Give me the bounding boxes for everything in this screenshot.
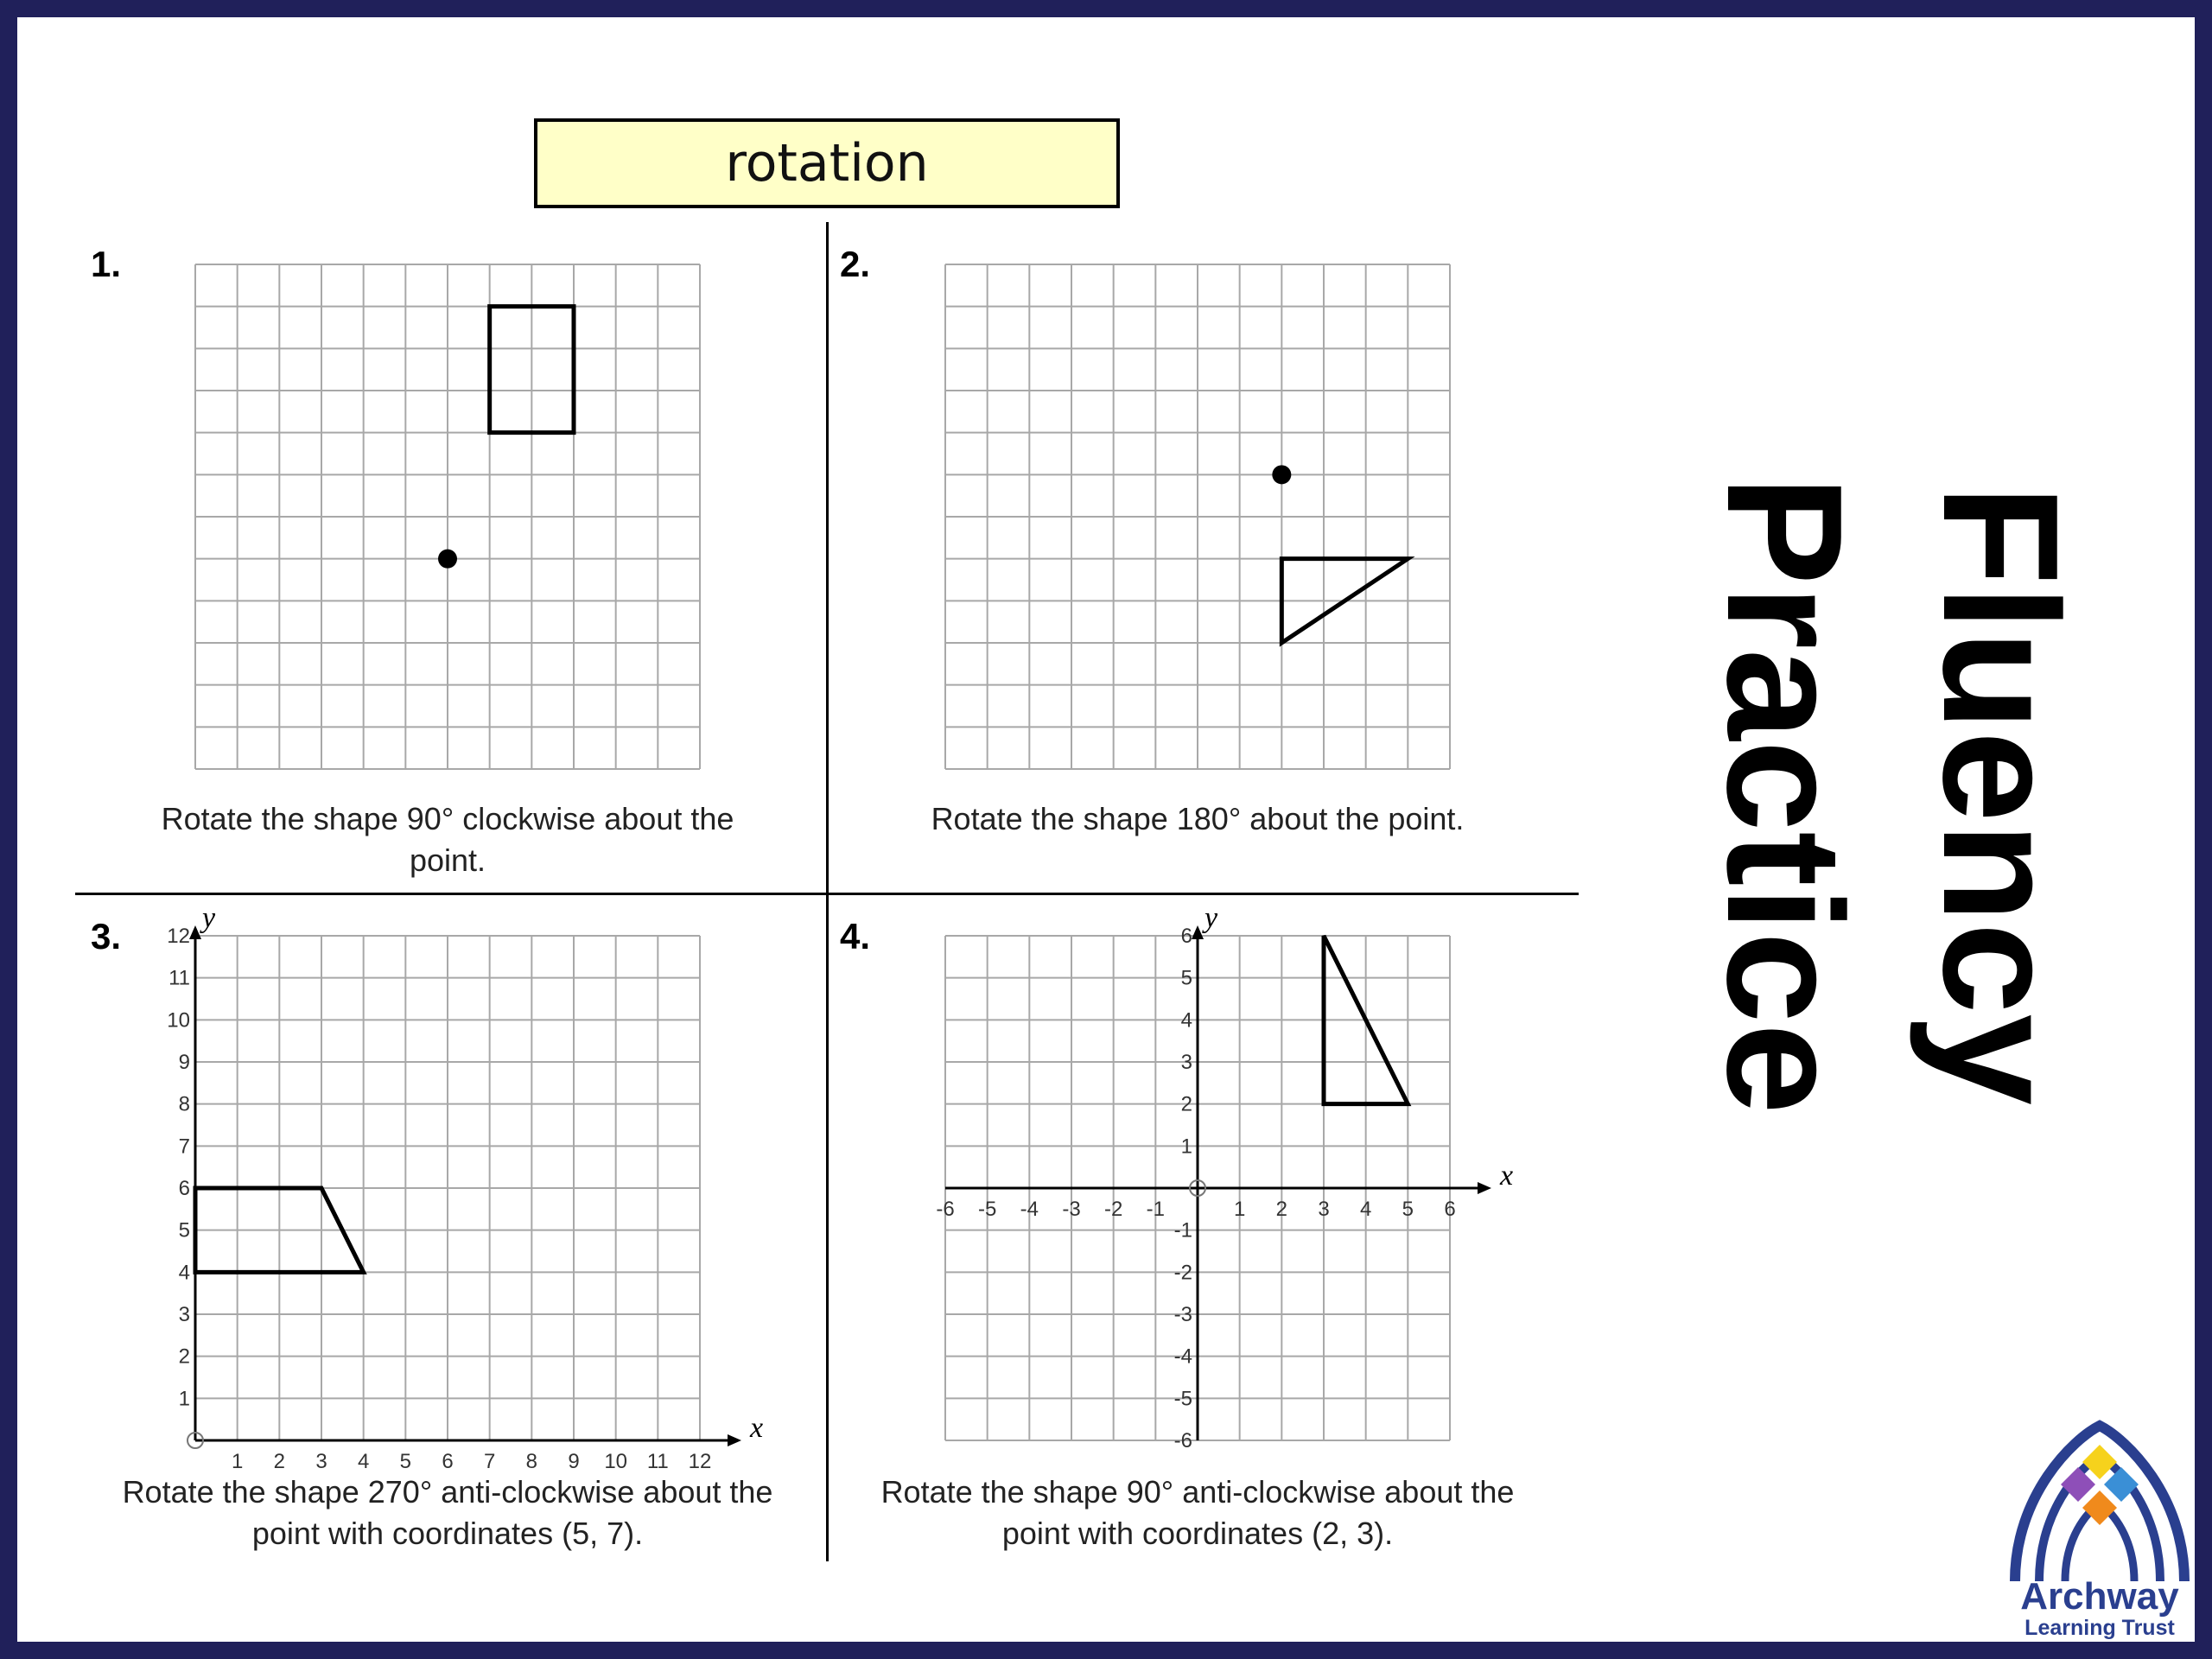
y-tick-label: 6 (1180, 925, 1192, 948)
x-tick-label: 5 (399, 1450, 412, 1473)
logo-text-line-2: Learning Trust (2024, 1616, 2175, 1640)
x-tick-label: 1 (1233, 1198, 1246, 1221)
y-axis-arrow (1192, 925, 1204, 939)
y-axis-arrow (189, 925, 201, 939)
x-tick-label: 11 (646, 1450, 669, 1473)
y-axis-label: y (202, 902, 216, 934)
archway-logo (1996, 1417, 2203, 1642)
logo-text-line-1: Archway (2020, 1575, 2179, 1618)
y-tick-label: -6 (1173, 1429, 1192, 1452)
y-tick-label: -1 (1173, 1218, 1192, 1243)
x-axis-label: x (1500, 1160, 1514, 1192)
x-tick-label: 9 (568, 1450, 580, 1473)
y-tick-label: 9 (178, 1051, 190, 1074)
y-tick-label: 3 (178, 1303, 190, 1326)
x-tick-label: 4 (1359, 1198, 1372, 1221)
y-tick-label: 10 (167, 1008, 190, 1033)
y-tick-label: 7 (178, 1135, 190, 1159)
x-tick-label: 6 (1444, 1198, 1456, 1221)
rotation-centre-point (438, 550, 457, 569)
question-1-instruction: Rotate the shape 90° clockwise about the point. (161, 801, 734, 878)
logo-diamond-yellow (2082, 1445, 2117, 1479)
x-tick-label: 2 (1275, 1198, 1288, 1221)
x-tick-label: -1 (1146, 1198, 1166, 1221)
x-tick-label: 8 (525, 1450, 538, 1473)
question-4-instruction: Rotate the shape 90° anti-clockwise about the point with coordinates (2, 3). (880, 1474, 1515, 1551)
x-tick-label: -6 (936, 1198, 955, 1221)
x-tick-label: 5 (1402, 1198, 1414, 1221)
side-title (1685, 380, 2117, 1210)
y-tick-label: 3 (1180, 1051, 1192, 1074)
x-tick-label: 1 (231, 1450, 244, 1473)
horizontal-divider (75, 893, 1579, 895)
x-tick-label: -3 (1062, 1198, 1081, 1221)
question-2-instruction: Rotate the shape 180° about the point. (931, 801, 1465, 836)
y-tick-label: -5 (1173, 1387, 1192, 1411)
y-tick-label: 5 (1180, 966, 1192, 990)
y-axis-label: y (1205, 902, 1218, 934)
y-tick-label: 5 (178, 1218, 190, 1243)
y-tick-label: 2 (178, 1344, 190, 1369)
x-tick-label: -5 (977, 1198, 997, 1221)
question-3-grid (167, 902, 764, 1473)
y-tick-label: 8 (178, 1092, 190, 1116)
x-axis-arrow (728, 1434, 741, 1446)
question-4-number: 4. (840, 916, 871, 957)
vertical-divider (826, 222, 829, 1561)
side-title-line-1: Fluency (1909, 485, 2092, 1105)
y-tick-label: -3 (1173, 1303, 1192, 1326)
x-tick-label: 12 (688, 1450, 712, 1473)
y-tick-label: 1 (1180, 1135, 1192, 1159)
x-axis-label: x (750, 1412, 764, 1444)
y-tick-label: 11 (168, 966, 190, 990)
y-tick-label: 1 (178, 1387, 190, 1411)
x-axis-arrow (1478, 1182, 1491, 1194)
question-1-grid (195, 264, 700, 769)
y-tick-label: -2 (1173, 1261, 1192, 1285)
question-2-grid (945, 264, 1450, 769)
x-tick-label: 6 (442, 1450, 454, 1473)
side-title-line-2: Practice (1693, 475, 1876, 1115)
x-tick-label: -2 (1103, 1198, 1123, 1221)
x-tick-label: 10 (604, 1450, 628, 1473)
y-tick-label: 2 (1180, 1092, 1192, 1116)
question-3-instruction: Rotate the shape 270° anti-clockwise about the point with coordinates (5, 7). (122, 1474, 773, 1551)
rotation-centre-point (1272, 465, 1291, 484)
x-tick-label: 3 (1318, 1198, 1330, 1221)
x-tick-label: 2 (273, 1450, 286, 1473)
question-1-number: 1. (91, 244, 122, 284)
y-tick-label: -4 (1173, 1344, 1192, 1369)
question-3-number: 3. (91, 916, 122, 957)
x-tick-label: 3 (315, 1450, 327, 1473)
question-2-number: 2. (840, 244, 871, 284)
y-tick-label: 12 (167, 925, 190, 948)
y-tick-label: 6 (178, 1177, 190, 1200)
y-tick-label: 4 (1180, 1008, 1192, 1033)
title-box: rotation (534, 118, 1120, 208)
x-tick-label: 4 (357, 1450, 370, 1473)
question-4-grid (936, 902, 1514, 1452)
x-tick-label: -4 (1020, 1198, 1039, 1221)
x-tick-label: 7 (483, 1450, 496, 1473)
y-tick-label: 4 (178, 1261, 190, 1285)
